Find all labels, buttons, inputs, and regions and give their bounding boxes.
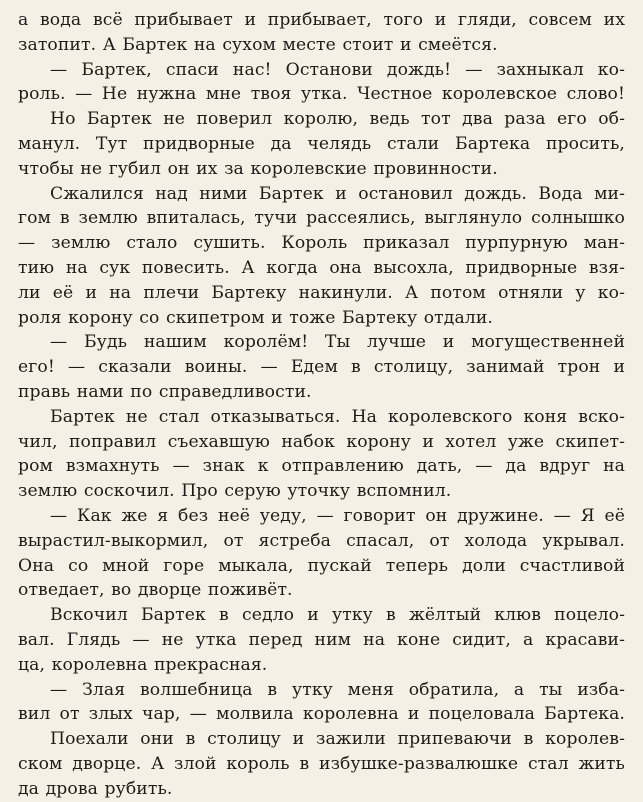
text-line: правь нами по справедливости. [18,381,312,402]
text-line: — Злая волшебница в утку меня обратила, а ты изба- [50,679,625,700]
text-line: — землю стало сушить. Король приказал пурпурную ман- [18,233,625,254]
text-line: а вода всё прибывает и прибывает, того и гляди, совсем их [18,10,625,30]
text-line: ли её и на плечи Бартеку накинули. А потом отняли у ко- [18,282,625,303]
story-text [18,8,625,802]
text-line: Бартек не стал отказываться. На королевского коня вско- [50,406,625,427]
text-line: манул. Тут придворные да челядь стали Бартека просить, [18,133,625,154]
text-line: Но Бартек не поверил королю, ведь тот два раза его об- [50,109,625,130]
text-line: — Бартек, спаси нас! Останови дождь! — захныкал ко- [50,59,625,80]
text-line: ром взмахнуть — знак к отправлению дать, — да вдруг на [18,456,625,477]
text-line: затопит. А Бартек на сухом месте стоит и смеётся. [18,34,498,55]
text-line: тию на сук повесить. А когда она высохла, придворные взя- [18,257,625,278]
text-line: Она со мной горе мыкала, пускай теперь доли счастливой [18,555,625,576]
text-line: чтобы не губил он их за королевские провинности. [18,158,498,179]
text-line: гом в землю впиталась, тучи рассеялись, выглянуло солнышко [18,208,625,229]
text-line: да дрова рубить. [18,778,173,799]
text-line: роля корону со скипетром и тоже Бартеку отдали. [18,307,493,328]
text-line: роль. — Не нужна мне твоя утка. Честное королевское слово! [18,84,625,105]
text-line: ском дворце. А злой король в избушке-развалюшке стал жить [18,753,625,774]
text-line: Вскочил Бартек в седло и утку в жёлтый клюв поцело- [50,605,625,626]
text-line: вал. Глядь — не утка перед ним на коне сидит, а красави- [18,629,625,650]
text-line: — Будь нашим королём! Ты лучше и могущественней [50,332,625,353]
text-line: — Как же я без неё уеду, — говорит он дружине. — Я её [50,505,625,526]
text-line: Поехали они в столицу и зажили припеваючи в королев- [50,729,625,750]
text-line: его! — сказали воины. — Едем в столицу, занимай трон и [18,357,625,378]
text-line: чил, поправил съехавшую набок корону и хотел уже скипет- [18,431,625,452]
text-line: землю соскочил. Про серую уточку вспомнил. [18,481,452,502]
text-line: отведает, во дворце поживёт. [18,580,293,601]
text-line: вырастил-выкормил, от ястреба спасал, от холода укрывал. [18,530,625,551]
text-line: ца, королевна прекрасная. [18,654,268,675]
text-line: вил от злых чар, — молвила королевна и поцеловала Бартека. [18,704,625,725]
text-line: Сжалился над ними Бартек и остановил дождь. Вода ми- [50,183,625,204]
